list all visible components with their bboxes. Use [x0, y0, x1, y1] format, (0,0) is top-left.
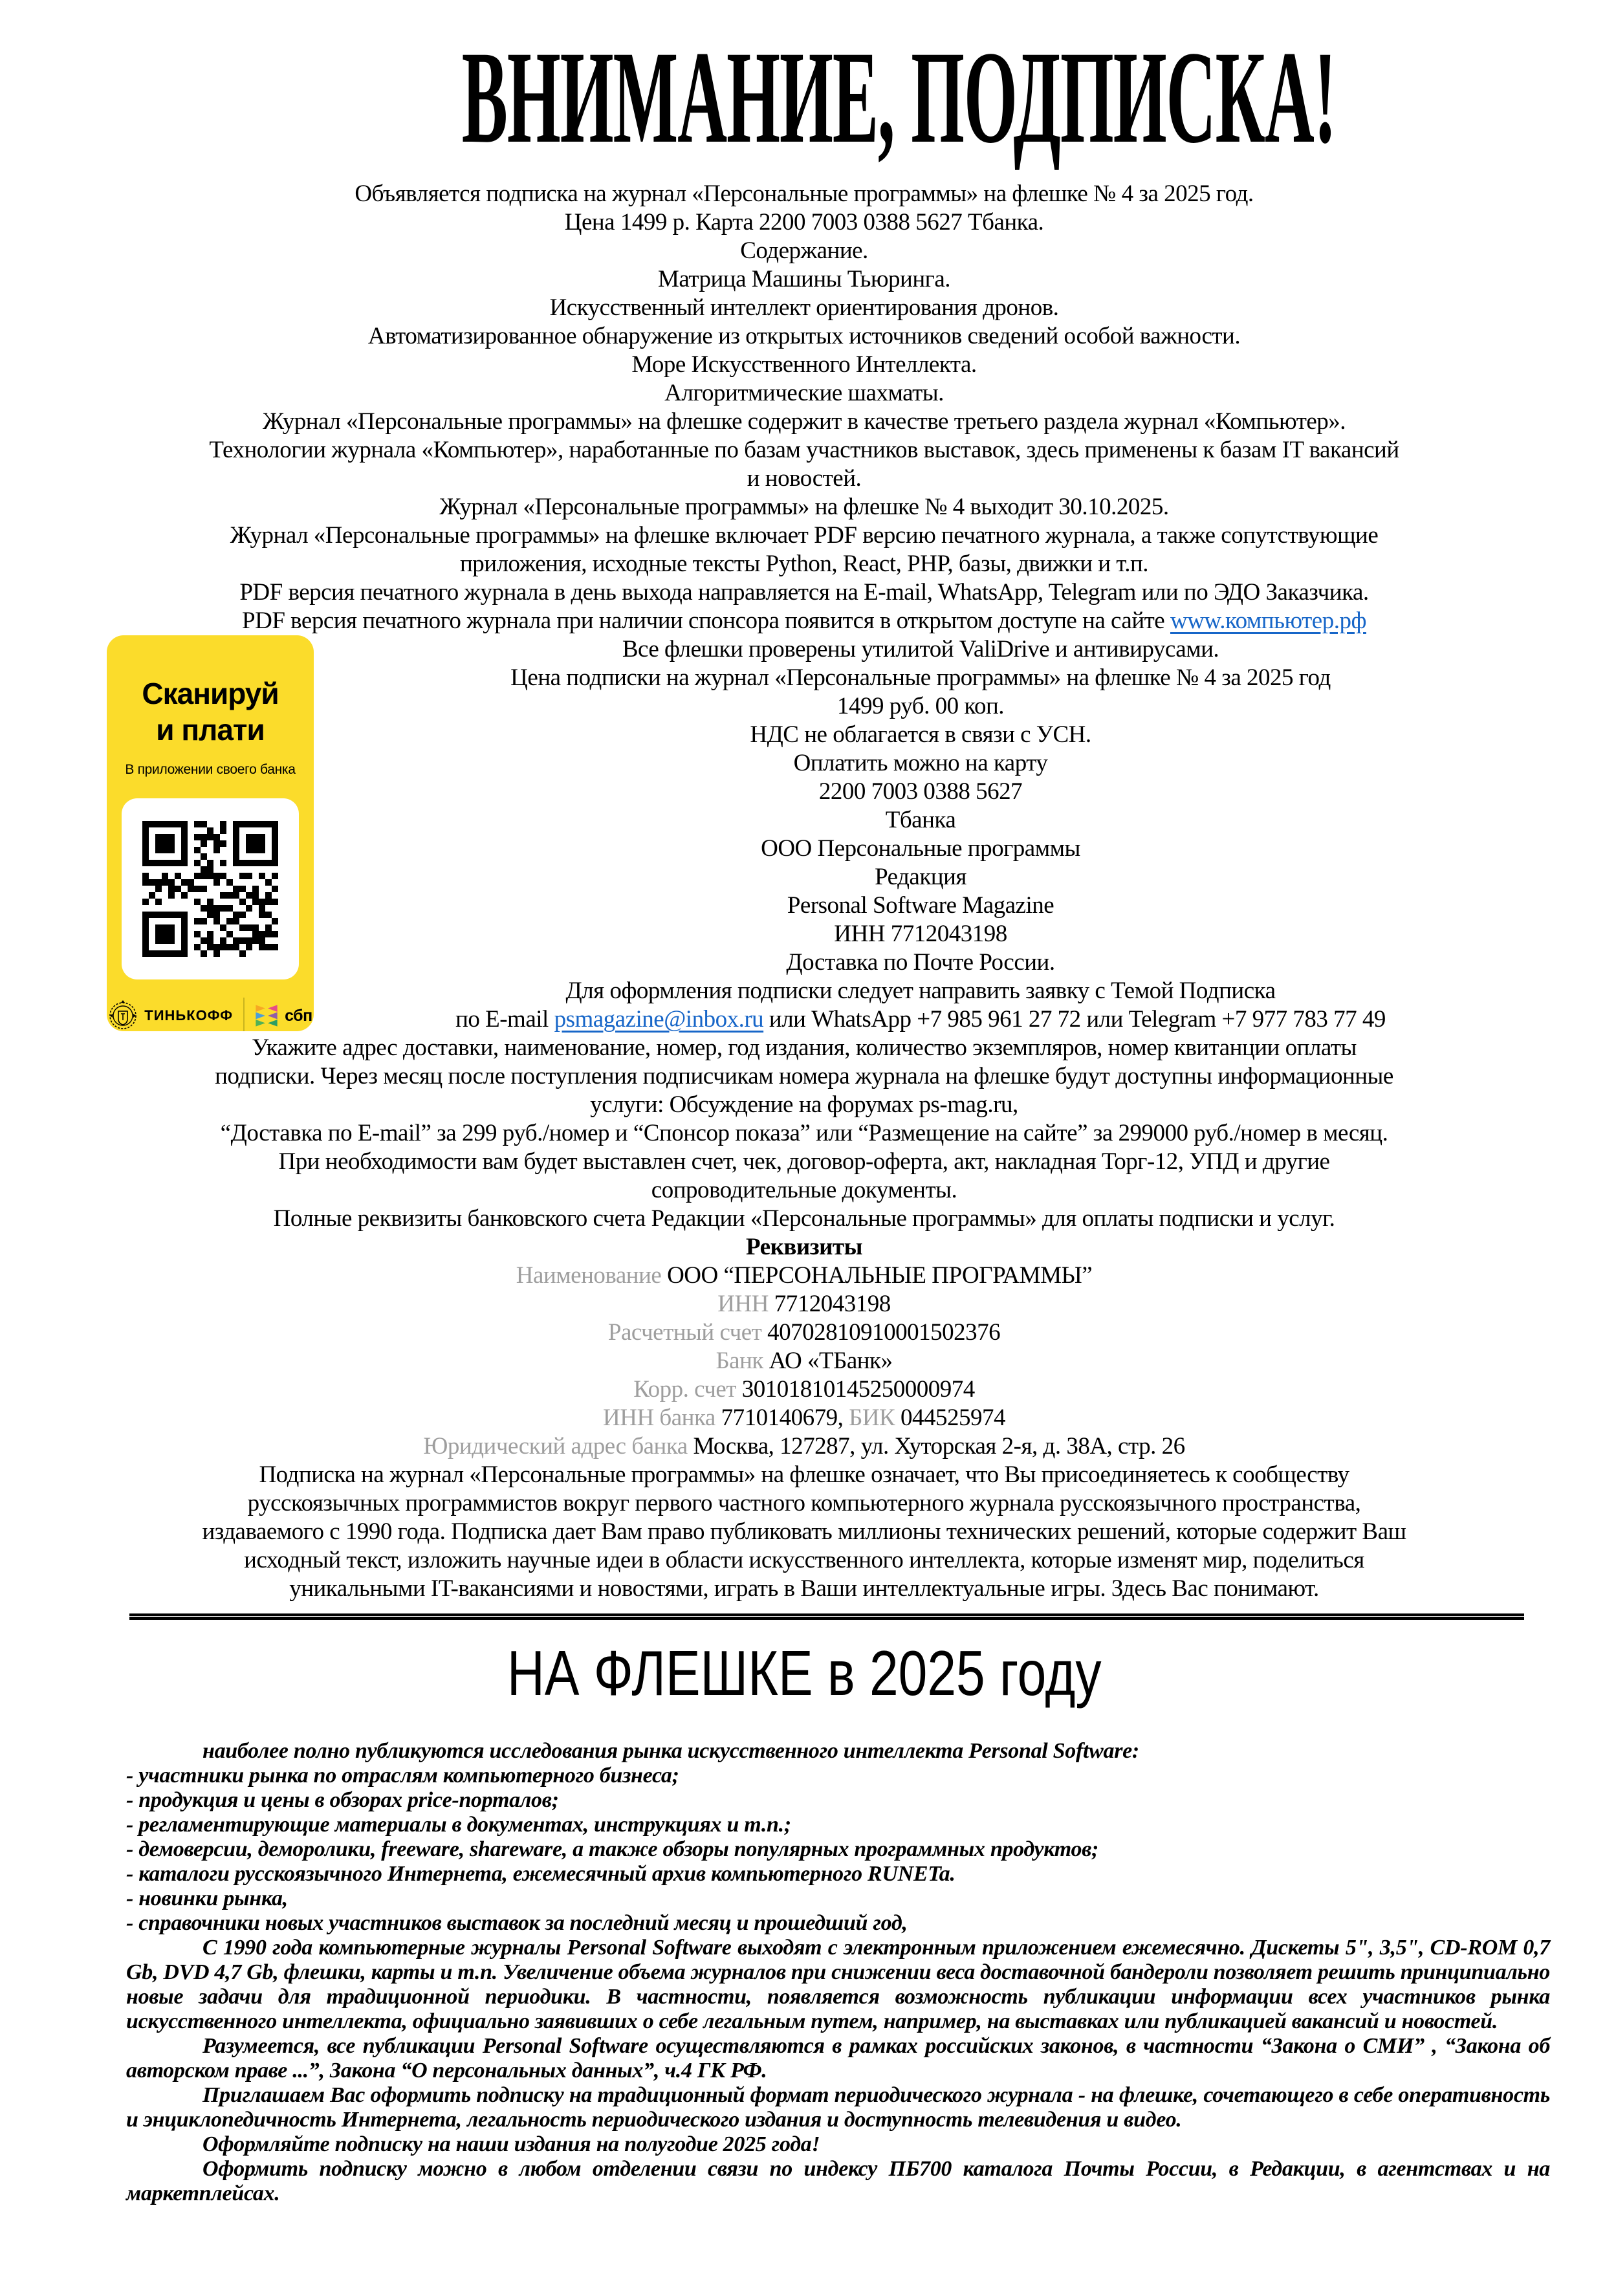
text-span: ООО “ПЕРСОНАЛЬНЫЕ ПРОГРАММЫ”	[667, 1262, 1093, 1289]
text-span: подписки. Через месяц после поступления подписчикам номера журнала на флешке будут доступны информационные	[215, 1063, 1393, 1089]
text-span: Алгоритмические шахматы.	[664, 380, 944, 406]
text-span: приложения, исходные тексты Python, React, PHP, базы, движки и т.п.	[459, 551, 1149, 577]
requisite-label: Наименование	[516, 1262, 668, 1289]
text-span: Технологии журнала «Компьютер», наработанные по базам участников выставок, здесь применены к базам IT вакансий	[209, 437, 1399, 463]
text-span: ИНН 7712043198	[834, 921, 1007, 947]
text-span: Автоматизированное обнаружение из открытых источников сведений особой важности.	[367, 323, 1241, 349]
text-line	[126, 2157, 1550, 2206]
text-span: Оформляйте подписку на наши издания на полугодие 2025 года!	[202, 2132, 820, 2156]
qr-code	[142, 821, 278, 957]
card-title	[107, 675, 314, 748]
requisites-heading	[58, 1233, 1550, 1262]
qr-box	[122, 798, 299, 979]
text-span: услуги: Обсуждение на форумах ps-mag.ru,	[590, 1091, 1018, 1118]
sbp-logo-text: сбп	[285, 1007, 312, 1025]
text-span: сопроводительные документы.	[651, 1177, 957, 1203]
text-span: - демоверсии, деморолики, freeware, shareware, а также обзоры популярных программных продуктов;	[126, 1837, 1099, 1861]
flash-contents-section	[58, 1739, 1550, 2206]
text-span: - регламентирующие материалы в документах, инструкциях и т.п.;	[126, 1813, 791, 1837]
text-span: 044525974	[900, 1405, 1005, 1431]
text-line	[58, 379, 1550, 408]
text-span: Объявляется подписка на журнал «Персональные программы» на флешке № 4 за 2025 год.	[355, 180, 1254, 207]
text-span: и новостей.	[747, 465, 862, 492]
logo-divider	[243, 998, 245, 1031]
text-line	[58, 1461, 1550, 1489]
text-span: - участники рынка по отраслям компьютерного бизнеса;	[126, 1764, 679, 1788]
text-span: уникальными IT-вакансиями и новостями, играть в Ваши интеллектуальные игры. Здесь Вас понимают.	[289, 1575, 1319, 1602]
text-line	[58, 1489, 1550, 1518]
requisite-label: ИНН банка	[603, 1405, 721, 1431]
text-span: издаваемого с 1990 года. Подписка дает Вам право публиковать миллионы технических решений, которые содержит Ваш	[202, 1518, 1406, 1545]
text-line	[126, 1739, 1550, 1764]
text-span: Море Искусственного Интеллекта.	[631, 351, 977, 378]
text-line	[58, 1176, 1550, 1205]
requisite-label: ИНН	[717, 1291, 774, 1317]
text-span: ООО Персональные программы	[761, 835, 1080, 862]
text-line	[58, 1518, 1550, 1546]
text-line	[58, 1375, 1550, 1404]
intro-lines	[58, 180, 1550, 635]
text-span: НДС не облагается в связи с УСН.	[750, 721, 1091, 748]
scan-pay-card	[107, 635, 314, 1031]
text-line	[126, 1911, 1550, 1936]
text-line	[126, 1788, 1550, 1813]
text-span: Разумеется, все публикации Personal Software осуществляются в рамках российских законов, в частности “Закона о СМИ” , “Закона об авторском праве ...”, Закона “О персональных данных”, ч.4 ГК РФ.	[126, 2034, 1550, 2083]
text-line	[58, 607, 1550, 635]
card-logos	[107, 998, 314, 1031]
text-line	[58, 1205, 1550, 1233]
text-span: - новинки рынка,	[126, 1886, 288, 1910]
tinkoff-crest-icon	[108, 999, 138, 1031]
text-line	[126, 2132, 1550, 2157]
text-span: Цена 1499 р. Карта 2200 7003 0388 5627 Тбанка.	[564, 209, 1044, 235]
text-span: Матрица Машины Тьюринга.	[657, 266, 951, 292]
text-span: Содержание.	[740, 237, 868, 264]
text-line	[58, 1290, 1550, 1318]
text-line	[58, 1318, 1550, 1347]
text-span: При необходимости вам будет выставлен счет, чек, договор-оферта, акт, накладная Торг-12, УПД и другие	[278, 1148, 1330, 1175]
text-span: Журнал «Персональные программы» на флешке содержит в качестве третьего раздела журнал «Компьютер».	[262, 408, 1346, 435]
tinkoff-logo-text: ТИНЬКОФФ	[144, 1007, 234, 1023]
text-span: или WhatsApp +7 985 961 27 72 или Telegram +7 977 783 77 49	[763, 1006, 1386, 1033]
text-span: PDF версия печатного журнала при наличии спонсора появится в открытом доступе на сайте	[242, 607, 1170, 634]
text-line	[58, 265, 1550, 294]
requisite-label: БИК	[849, 1405, 901, 1431]
text-span: Цена подписки на журнал «Персональные программы» на флешке № 4 за 2025 год	[510, 664, 1331, 691]
text-span: - продукция и цены в обзорах price-порталов;	[126, 1788, 559, 1812]
text-line	[58, 1034, 1550, 1062]
text-line	[126, 1837, 1550, 1862]
text-line	[58, 1062, 1550, 1091]
text-line	[126, 1862, 1550, 1886]
text-line	[58, 237, 1550, 265]
site-link[interactable]: www.компьютер.рф	[1170, 607, 1366, 634]
qr-finder-icon	[233, 821, 278, 866]
text-span: - каталоги русскоязычного Интернета, ежемесячный архив компьютерного RUNETa.	[126, 1862, 955, 1886]
text-line	[58, 180, 1550, 208]
text-span: русскоязычных программистов вокруг первого частного компьютерного журнала русскоязычного пространства,	[247, 1490, 1361, 1516]
text-line	[58, 1546, 1550, 1575]
text-span: исходный текст, изложить научные идеи в области искусственного интеллекта, которые изменят мир, поделиться	[244, 1547, 1364, 1573]
text-line	[126, 2034, 1550, 2083]
email-link[interactable]: psmagazine@inbox.ru	[554, 1006, 764, 1033]
text-line	[58, 521, 1550, 550]
text-line	[58, 351, 1550, 379]
scan-pay-card-float	[58, 635, 312, 1031]
text-line	[126, 1813, 1550, 1837]
text-span: Все флешки проверены утилитой ValiDrive и антивирусами.	[622, 636, 1219, 662]
text-span: 40702810910001502376	[767, 1319, 1001, 1346]
text-line	[126, 2083, 1550, 2132]
section-divider	[129, 1613, 1524, 1620]
text-span: 2200 7003 0388 5627	[818, 778, 1023, 805]
page-title-text: ВНИМАНИЕ, ПОДПИСКА!	[461, 24, 1337, 171]
card-title-line2: и плати	[156, 713, 265, 747]
text-line	[58, 1432, 1550, 1461]
document-page	[0, 26, 1605, 2296]
text-line	[58, 550, 1550, 578]
text-line	[126, 1764, 1550, 1788]
page-title	[58, 26, 1550, 173]
text-span: Приглашаем Вас оформить подписку на традиционный формат периодического журнала - на флешке, сочетающего в себе оперативность и энциклопедичность Интернета, легальность периодического издания и доступность телевидения и видео.	[126, 2083, 1550, 2132]
text-line	[126, 1936, 1550, 2034]
text-line	[58, 1347, 1550, 1375]
text-span: С 1990 года компьютерные журналы Personal Software выходят с электронным приложением ежемесячно. Дискеты 5", 3,5", CD-ROM 0,7 Gb, DVD 4,7 Gb, флешки, карты и т.п. Увеличение объема журналов при снижении веса доставочной бандероли позволяет решить принципиально новые задачи для традиционной периодики. В частности, появляется возможность публикации информации всех участников рынка искусственного интеллекта, официально заявивших о себе легальным путем, например, на выставках или публикацией вакансий и новостей.	[126, 1936, 1550, 2033]
text-span: АО «ТБанк»	[769, 1348, 893, 1374]
text-line	[58, 493, 1550, 521]
text-span: Журнал «Персональные программы» на флешке включает PDF версию печатного журнала, а также сопутствующие	[230, 522, 1379, 549]
text-span: PDF версия печатного журнала в день выхода направляется на E-mail, WhatsApp, Telegram или по ЭДО Заказчика.	[239, 579, 1369, 606]
text-span: по E-mail	[455, 1006, 554, 1033]
text-span: Реквизиты	[746, 1234, 862, 1260]
text-line	[58, 436, 1550, 465]
text-span: Доставка по Почте России.	[786, 949, 1055, 976]
text-span: Журнал «Персональные программы» на флешке № 4 выходит 30.10.2025.	[439, 494, 1169, 520]
flash-section-heading	[58, 1637, 1550, 1713]
text-span: 7710140679,	[721, 1405, 849, 1431]
card-title-line1: Сканируй	[142, 677, 279, 710]
subscription-announcement	[58, 180, 1550, 1603]
text-line	[58, 294, 1550, 322]
text-line	[58, 1262, 1550, 1290]
text-span: Тбанка	[885, 807, 956, 833]
text-span: 1499 руб. 00 коп.	[837, 693, 1004, 719]
text-span: Редакция	[875, 864, 966, 890]
text-line	[58, 408, 1550, 436]
text-span: Personal Software Magazine	[787, 892, 1054, 919]
text-span: 30101810145250000974	[741, 1376, 975, 1403]
qr-finder-icon	[142, 912, 188, 957]
text-span: “Доставка по E-mail” за 299 руб./номер и “Спонсор показа” или “Размещение на сайте” за 299000 руб./номер в месяц.	[220, 1120, 1388, 1146]
text-line	[58, 1575, 1550, 1603]
text-span: Оплатить можно на карту	[793, 750, 1048, 776]
text-span: наиболее полно публикуются исследования рынка искусственного интеллекта Personal Software:	[202, 1739, 1139, 1763]
text-span: Оформить подписку можно в любом отделении связи по индексу ПБ700 каталога Почты России, в Редакции, в агентствах и на маркетплейсах.	[126, 2157, 1550, 2205]
requisite-label: Корр. счет	[633, 1376, 742, 1403]
text-span: Для оформления подписки следует направить заявку с Темой Подписка	[565, 978, 1276, 1004]
text-span: 7712043198	[774, 1291, 891, 1317]
text-line	[58, 578, 1550, 607]
text-line	[58, 208, 1550, 237]
text-line	[58, 465, 1550, 493]
sbp-icon	[255, 1003, 278, 1029]
text-span: Полные реквизиты банковского счета Редакции «Персональные программы» для оплаты подписки и услуг.	[273, 1205, 1335, 1232]
text-span: - справочники новых участников выставок за последний месяц и прошедший год,	[126, 1911, 908, 1935]
text-line	[58, 1119, 1550, 1148]
text-line	[58, 1091, 1550, 1119]
requisite-label: Банк	[715, 1348, 769, 1374]
text-span: Москва, 127287, ул. Хуторская 2-я, д. 38А, стр. 26	[693, 1433, 1185, 1460]
requisite-label: Расчетный счет	[607, 1319, 768, 1346]
flash-section-heading-text: НА ФЛЕШКЕ в 2025 году	[507, 1637, 1102, 1709]
card-subtitle: В приложении своего банка	[125, 762, 296, 777]
text-line	[58, 1148, 1550, 1176]
requisite-label: Юридический адрес банка	[423, 1433, 693, 1460]
text-line	[126, 1886, 1550, 1911]
text-span: Подписка на журнал «Персональные программы» на флешке означает, что Вы присоединяетесь к сообществу	[259, 1461, 1349, 1488]
qr-finder-icon	[142, 821, 188, 866]
text-span: Укажите адрес доставки, наименование, номер, год издания, количество экземпляров, номер квитанции оплаты	[252, 1034, 1357, 1061]
text-span: Искусственный интеллект ориентирования дронов.	[549, 294, 1059, 321]
text-line	[58, 322, 1550, 351]
text-line	[58, 1404, 1550, 1432]
